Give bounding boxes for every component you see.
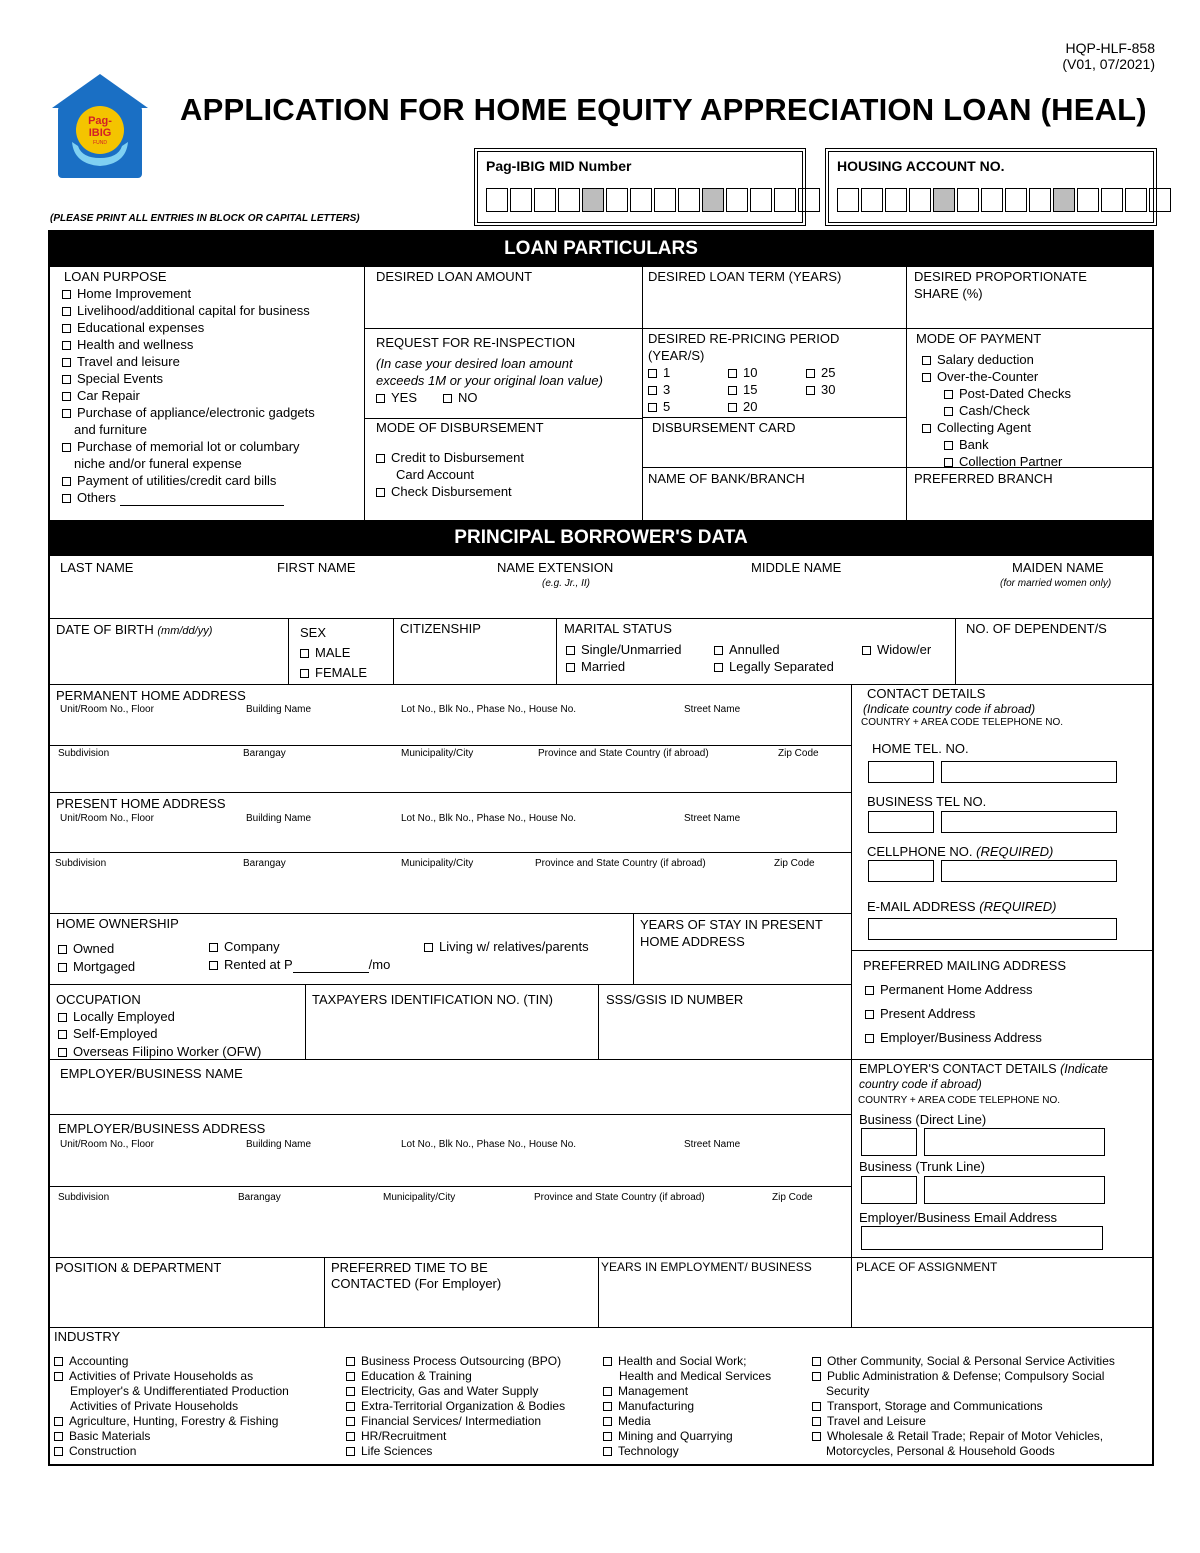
purpose-education[interactable]: Educational expenses bbox=[62, 320, 204, 336]
home-tel-area-input[interactable] bbox=[868, 761, 934, 783]
name-ext-label: NAME EXTENSION bbox=[497, 560, 614, 575]
maiden-name-label: MAIDEN NAME bbox=[1012, 560, 1104, 575]
industry-financial[interactable]: Financial Services/ Intermediation bbox=[346, 1414, 565, 1429]
dob-label: DATE OF BIRTH (mm/dd/yy) bbox=[56, 622, 213, 637]
purpose-home-improvement[interactable]: Home Improvement bbox=[62, 286, 191, 302]
pagibig-logo bbox=[50, 72, 150, 180]
perm-subdivision: Subdivision bbox=[58, 748, 110, 759]
industry-education[interactable]: Education & Training bbox=[346, 1369, 565, 1384]
present-municipality: Municipality/City bbox=[401, 858, 474, 869]
perm-municipality: Municipality/City bbox=[401, 748, 474, 759]
perm-province: Province and State Country (if abroad) bbox=[538, 748, 709, 759]
desired-amount-label: DESIRED LOAN AMOUNT bbox=[376, 269, 533, 284]
purpose-utilities[interactable]: Payment of utilities/credit card bills bbox=[62, 473, 276, 489]
dependents-label: NO. OF DEPENDENT/S bbox=[966, 621, 1107, 636]
reinspection-yes[interactable]: YES bbox=[376, 390, 417, 406]
marital-label: MARITAL STATUS bbox=[564, 621, 672, 636]
marital-annulled[interactable]: Annulled bbox=[714, 642, 780, 658]
industry-private-households-cont-1: Employer's & Undifferentiated Production bbox=[70, 1384, 289, 1398]
maiden-note: (for married women only) bbox=[1000, 578, 1112, 589]
employer-addr-label: EMPLOYER/BUSINESS ADDRESS bbox=[58, 1121, 266, 1136]
business-tel-area-input[interactable] bbox=[868, 811, 934, 833]
industry-media[interactable]: Media bbox=[603, 1414, 771, 1429]
industry-label: INDUSTRY bbox=[54, 1329, 121, 1344]
industry-management[interactable]: Management bbox=[603, 1384, 771, 1399]
employer-municipality: Municipality/City bbox=[383, 1192, 456, 1203]
employer-lot: Lot No., Blk No., Phase No., House No. bbox=[401, 1139, 577, 1150]
industry-col-3 bbox=[603, 1354, 771, 1459]
perm-lot: Lot No., Blk No., Phase No., House No. bbox=[401, 704, 577, 715]
purpose-appliance[interactable]: Purchase of appliance/electronic gadgets bbox=[62, 405, 315, 421]
industry-accounting[interactable]: Accounting bbox=[54, 1354, 289, 1369]
perm-zip: Zip Code bbox=[778, 748, 819, 759]
purpose-health[interactable]: Health and wellness bbox=[62, 337, 193, 353]
present-unit: Unit/Room No., Floor bbox=[60, 813, 154, 824]
name-ext-note: (e.g. Jr., II) bbox=[542, 578, 590, 589]
place-assignment-label: PLACE OF ASSIGNMENT bbox=[856, 1260, 998, 1274]
disb-check[interactable]: Check Disbursement bbox=[376, 484, 512, 500]
home-tel-input[interactable] bbox=[941, 761, 1117, 783]
sss-label: SSS/GSIS ID NUMBER bbox=[606, 992, 744, 1007]
housing-account-input[interactable] bbox=[837, 188, 1173, 212]
payment-bank[interactable]: Bank bbox=[944, 437, 989, 453]
repricing-25[interactable]: 25 bbox=[806, 365, 835, 381]
contact-note: (Indicate country code if abroad) bbox=[863, 702, 1036, 716]
repricing-10[interactable]: 10 bbox=[728, 365, 757, 381]
industry-other-community[interactable]: Other Community, Social & Personal Service Activities bbox=[812, 1354, 1115, 1369]
industry-bpo[interactable]: Business Process Outsourcing (BPO) bbox=[346, 1354, 565, 1369]
sex-label: SEX bbox=[300, 625, 327, 640]
mode-disbursement-label: MODE OF DISBURSEMENT bbox=[376, 420, 544, 435]
present-addr-label: PRESENT HOME ADDRESS bbox=[56, 796, 226, 811]
mailing-present[interactable]: Present Address bbox=[865, 1006, 975, 1022]
country-area-code: COUNTRY + AREA CODE TELEPHONE NO. bbox=[861, 717, 1064, 728]
marital-widow[interactable]: Widow/er bbox=[862, 642, 931, 658]
perm-unit: Unit/Room No., Floor bbox=[60, 704, 154, 715]
biz-direct-area-input[interactable] bbox=[861, 1128, 917, 1156]
bank-branch-label: NAME OF BANK/BRANCH bbox=[648, 471, 805, 486]
disb-card-label: DISBURSEMENT CARD bbox=[652, 420, 796, 435]
email-input[interactable] bbox=[868, 918, 1117, 940]
years-stay-label-2: HOME ADDRESS bbox=[640, 934, 745, 949]
business-tel-input[interactable] bbox=[941, 811, 1117, 833]
biz-email-input[interactable] bbox=[861, 1226, 1103, 1250]
payment-otc[interactable]: Over-the-Counter bbox=[922, 369, 1038, 385]
industry-wholesale-cont: Motorcycles, Personal & Household Goods bbox=[826, 1444, 1055, 1458]
employer-contact-label: EMPLOYER'S CONTACT DETAILS (Indicate bbox=[859, 1062, 1109, 1076]
biz-trunk-input[interactable] bbox=[924, 1176, 1105, 1204]
purpose-memorial[interactable]: Purchase of memorial lot or columbary bbox=[62, 439, 300, 455]
marital-separated[interactable]: Legally Separated bbox=[714, 659, 834, 675]
occupation-label: OCCUPATION bbox=[56, 992, 141, 1007]
occupation-self[interactable]: Self-Employed bbox=[58, 1026, 158, 1042]
industry-life-sciences[interactable]: Life Sciences bbox=[346, 1444, 565, 1459]
pref-time-label-2: CONTACTED (For Employer) bbox=[331, 1276, 502, 1291]
tin-label: TAXPAYERS IDENTIFICATION NO. (TIN) bbox=[312, 992, 553, 1007]
cellphone-input[interactable] bbox=[941, 860, 1117, 882]
marital-single[interactable]: Single/Unmarried bbox=[566, 642, 681, 658]
industry-construction[interactable]: Construction bbox=[54, 1444, 289, 1459]
last-name-label: LAST NAME bbox=[60, 560, 134, 575]
repricing-label-1: DESIRED RE-PRICING PERIOD bbox=[648, 331, 840, 346]
employer-name-label: EMPLOYER/BUSINESS NAME bbox=[60, 1066, 243, 1081]
perm-barangay: Barangay bbox=[243, 748, 286, 759]
ownership-owned[interactable]: Owned bbox=[58, 941, 114, 957]
disb-credit-card-cont: Card Account bbox=[396, 467, 475, 482]
purpose-special-events[interactable]: Special Events bbox=[62, 371, 163, 387]
reinspection-label: REQUEST FOR RE-INSPECTION bbox=[376, 335, 576, 350]
repricing-20[interactable]: 20 bbox=[728, 399, 757, 415]
industry-wholesale[interactable]: Wholesale & Retail Trade; Repair of Motor Vehicles, bbox=[812, 1429, 1115, 1444]
ownership-rented[interactable]: Rented at P /mo bbox=[209, 957, 390, 973]
employer-country-area: COUNTRY + AREA CODE TELEPHONE NO. bbox=[858, 1095, 1061, 1106]
mailing-label: PREFERRED MAILING ADDRESS bbox=[863, 958, 1066, 973]
perm-street: Street Name bbox=[684, 704, 741, 715]
industry-agriculture[interactable]: Agriculture, Hunting, Forestry & Fishing bbox=[54, 1414, 289, 1429]
biz-direct-label: Business (Direct Line) bbox=[859, 1112, 987, 1127]
industry-travel[interactable]: Travel and Leisure bbox=[812, 1414, 1115, 1429]
industry-col-1 bbox=[54, 1354, 289, 1459]
preferred-branch-label: PREFERRED BRANCH bbox=[914, 471, 1053, 486]
industry-col-2 bbox=[346, 1354, 565, 1459]
industry-extra-territorial[interactable]: Extra-Territorial Organization & Bodies bbox=[346, 1399, 565, 1414]
housing-label: HOUSING ACCOUNT NO. bbox=[837, 158, 1005, 174]
occupation-local[interactable]: Locally Employed bbox=[58, 1009, 175, 1025]
industry-basic-materials[interactable]: Basic Materials bbox=[54, 1429, 289, 1444]
industry-public-admin-cont: Security bbox=[826, 1384, 870, 1398]
present-barangay: Barangay bbox=[243, 858, 286, 869]
mid-number-box bbox=[474, 148, 806, 226]
present-province: Province and State Country (if abroad) bbox=[535, 858, 706, 869]
marital-married[interactable]: Married bbox=[566, 659, 625, 675]
purpose-memorial-cont: niche and/or funeral expense bbox=[74, 456, 242, 471]
print-note: (PLEASE PRINT ALL ENTRIES IN BLOCK OR CAPITAL LETTERS) bbox=[50, 213, 360, 224]
repricing-15[interactable]: 15 bbox=[728, 382, 757, 398]
form-code: HQP-HLF-858 bbox=[1065, 40, 1155, 56]
mode-payment-label: MODE OF PAYMENT bbox=[916, 331, 1042, 346]
form-code-block bbox=[1062, 40, 1155, 72]
employer-street: Street Name bbox=[684, 1139, 741, 1150]
purpose-travel[interactable]: Travel and leisure bbox=[62, 354, 180, 370]
proportionate-label-2: SHARE (%) bbox=[914, 286, 983, 301]
proportionate-label-1: DESIRED PROPORTIONATE bbox=[914, 269, 1087, 284]
industry-col-4 bbox=[812, 1354, 1115, 1459]
repricing-30[interactable]: 30 bbox=[806, 382, 835, 398]
payment-salary[interactable]: Salary deduction bbox=[922, 352, 1034, 368]
industry-electricity[interactable]: Electricity, Gas and Water Supply bbox=[346, 1384, 565, 1399]
ownership-mortgaged[interactable]: Mortgaged bbox=[58, 959, 135, 975]
reinspection-no[interactable]: NO bbox=[443, 390, 478, 406]
ownership-company[interactable]: Company bbox=[209, 939, 280, 955]
present-street: Street Name bbox=[684, 813, 741, 824]
ownership-living[interactable]: Living w/ relatives/parents bbox=[424, 939, 589, 955]
industry-private-households-cont-2: Activities of Private Households bbox=[70, 1399, 239, 1413]
purpose-others[interactable]: Others bbox=[62, 490, 284, 506]
housing-account-box bbox=[825, 148, 1157, 226]
years-stay-label-1: YEARS OF STAY IN PRESENT bbox=[640, 917, 823, 932]
present-subdivision: Subdivision bbox=[55, 858, 107, 869]
employer-province: Province and State Country (if abroad) bbox=[534, 1192, 705, 1203]
form-version: (V01, 07/2021) bbox=[1062, 56, 1155, 72]
present-lot: Lot No., Blk No., Phase No., House No. bbox=[401, 813, 577, 824]
payment-collecting-agent[interactable]: Collecting Agent bbox=[922, 420, 1031, 436]
industry-technology[interactable]: Technology bbox=[603, 1444, 771, 1459]
biz-direct-input[interactable] bbox=[924, 1128, 1105, 1156]
reinspection-note-2: exceeds 1M or your original loan value) bbox=[376, 373, 603, 388]
payment-cash-check[interactable]: Cash/Check bbox=[944, 403, 1030, 419]
industry-hr[interactable]: HR/Recruitment bbox=[346, 1429, 565, 1444]
sex-female[interactable]: FEMALE bbox=[300, 665, 367, 681]
home-ownership-label: HOME OWNERSHIP bbox=[56, 916, 179, 931]
pref-time-label-1: PREFERRED TIME TO BE bbox=[331, 1260, 488, 1275]
employer-zip: Zip Code bbox=[772, 1192, 813, 1203]
industry-mining[interactable]: Mining and Quarrying bbox=[603, 1429, 771, 1444]
perm-addr-label: PERMANENT HOME ADDRESS bbox=[56, 688, 246, 703]
perm-building: Building Name bbox=[246, 704, 312, 715]
industry-manufacturing[interactable]: Manufacturing bbox=[603, 1399, 771, 1414]
repricing-5[interactable]: 5 bbox=[648, 399, 670, 415]
industry-transport[interactable]: Transport, Storage and Communications bbox=[812, 1399, 1115, 1414]
mailing-employer[interactable]: Employer/Business Address bbox=[865, 1030, 1042, 1046]
logo-text-2: IBIG bbox=[88, 127, 112, 139]
cellphone-area-input[interactable] bbox=[868, 860, 934, 882]
purpose-livelihood[interactable]: Livelihood/additional capital for business bbox=[62, 303, 310, 319]
occupation-ofw[interactable]: Overseas Filipino Worker (OFW) bbox=[58, 1044, 261, 1060]
mid-label: Pag-IBIG MID Number bbox=[486, 158, 632, 174]
repricing-label-2: (YEAR/S) bbox=[648, 348, 705, 363]
repricing-3[interactable]: 3 bbox=[648, 382, 670, 398]
disb-credit-card[interactable]: Credit to Disbursement bbox=[376, 450, 524, 466]
loan-particulars-header: LOAN PARTICULARS bbox=[48, 231, 1154, 267]
employer-unit: Unit/Room No., Floor bbox=[60, 1139, 154, 1150]
present-building: Building Name bbox=[246, 813, 312, 824]
reinspection-note-1: (In case your desired loan amount bbox=[376, 356, 573, 371]
mid-number-input[interactable] bbox=[486, 188, 822, 212]
loan-purpose-label: LOAN PURPOSE bbox=[64, 269, 167, 284]
contact-details-label: CONTACT DETAILS bbox=[867, 686, 986, 701]
first-name-label: FIRST NAME bbox=[277, 560, 356, 575]
purpose-car-repair[interactable]: Car Repair bbox=[62, 388, 140, 404]
repricing-1[interactable]: 1 bbox=[648, 365, 670, 381]
middle-name-label: MIDDLE NAME bbox=[751, 560, 842, 575]
biz-email-label: Employer/Business Email Address bbox=[859, 1210, 1057, 1225]
logo-text-1: Pag- bbox=[88, 115, 112, 127]
position-label: POSITION & DEPARTMENT bbox=[55, 1260, 222, 1275]
biz-trunk-area-input[interactable] bbox=[861, 1176, 917, 1204]
employer-contact-note: country code if abroad) bbox=[859, 1077, 982, 1091]
logo-text-3: FUND bbox=[93, 140, 107, 146]
sex-male[interactable]: MALE bbox=[300, 645, 350, 661]
employer-barangay: Barangay bbox=[238, 1192, 281, 1203]
present-zip: Zip Code bbox=[774, 858, 815, 869]
industry-health-social[interactable]: Health and Social Work; bbox=[603, 1354, 771, 1369]
payment-collection-partner[interactable]: Collection Partner bbox=[944, 454, 1062, 470]
email-label: E-MAIL ADDRESS (REQUIRED) bbox=[867, 899, 1057, 914]
form-title: APPLICATION FOR HOME EQUITY APPRECIATION LOAN (HEAL) bbox=[180, 92, 1147, 127]
industry-private-households[interactable]: Activities of Private Households as bbox=[54, 1369, 289, 1384]
years-employment-label: YEARS IN EMPLOYMENT/ BUSINESS bbox=[601, 1260, 812, 1274]
payment-pdc[interactable]: Post-Dated Checks bbox=[944, 386, 1071, 402]
home-tel-label: HOME TEL. NO. bbox=[872, 741, 969, 756]
employer-subdivision: Subdivision bbox=[58, 1192, 110, 1203]
industry-health-social-cont: Health and Medical Services bbox=[619, 1369, 772, 1383]
employer-building: Building Name bbox=[246, 1139, 312, 1150]
citizenship-label: CITIZENSHIP bbox=[400, 621, 481, 636]
business-tel-label: BUSINESS TEL NO. bbox=[867, 794, 987, 809]
purpose-appliance-cont: and furniture bbox=[74, 422, 147, 437]
mailing-permanent[interactable]: Permanent Home Address bbox=[865, 982, 1032, 998]
industry-public-admin[interactable]: Public Administration & Defense; Compulsory Social bbox=[812, 1369, 1115, 1384]
biz-trunk-label: Business (Trunk Line) bbox=[859, 1159, 985, 1174]
desired-term-label: DESIRED LOAN TERM (YEARS) bbox=[648, 269, 842, 284]
borrower-data-header: PRINCIPAL BORROWER'S DATA bbox=[48, 520, 1154, 556]
cellphone-label: CELLPHONE NO. (REQUIRED) bbox=[867, 844, 1054, 859]
